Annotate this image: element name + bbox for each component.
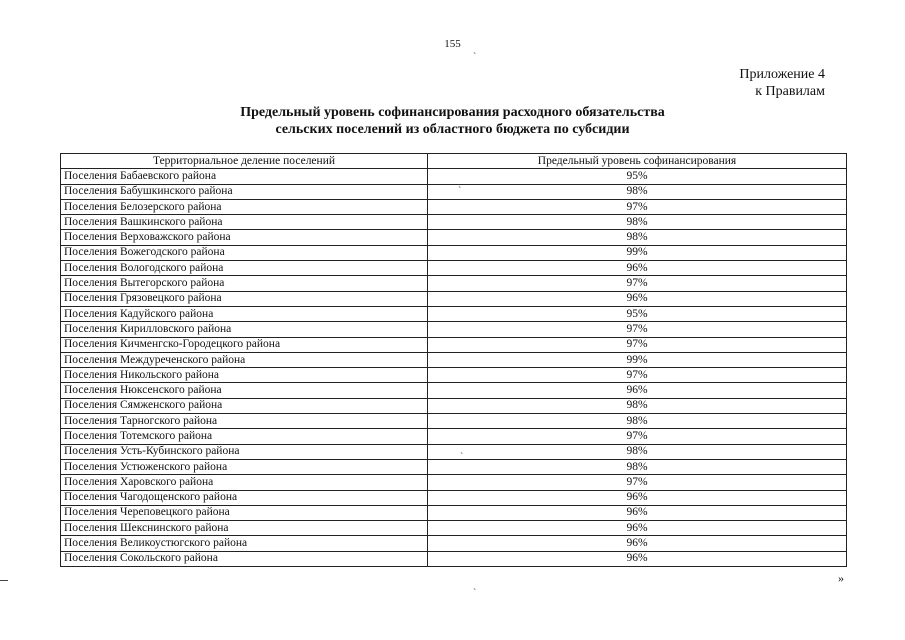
cofinancing-level-cell: 97%: [428, 199, 847, 214]
settlement-name-cell: Поселения Бабаевского района: [61, 169, 428, 184]
table-row: [61, 261, 847, 276]
settlement-name-cell: Поселения Сокольского района: [61, 551, 428, 566]
cofinancing-level-cell: 97%: [428, 337, 847, 352]
column-header-territory: Территориальное деление поселений: [61, 154, 428, 169]
settlement-name-cell: Поселения Вожегодского района: [61, 245, 428, 260]
cofinancing-level-cell: 95%: [428, 169, 847, 184]
table-row: [61, 551, 847, 566]
cofinancing-table: [60, 153, 847, 567]
settlement-name-cell: Поселения Тотемского района: [61, 429, 428, 444]
table-row: [61, 184, 847, 199]
cofinancing-level-cell: 97%: [428, 322, 847, 337]
table-row: [61, 505, 847, 520]
cofinancing-level-cell: 96%: [428, 261, 847, 276]
cofinancing-level-cell: 98%: [428, 215, 847, 230]
table-row: [61, 322, 847, 337]
settlement-name-cell: Поселения Никольского района: [61, 368, 428, 383]
settlement-name-cell: Поселения Харовского района: [61, 475, 428, 490]
table-row: [61, 414, 847, 429]
settlement-name-cell: Поселения Тарногского района: [61, 414, 428, 429]
table-row: [61, 383, 847, 398]
table-row: [61, 352, 847, 367]
appendix-number: Приложение 4: [739, 67, 825, 82]
page-number: 155: [444, 38, 461, 50]
cofinancing-level-cell: 98%: [428, 184, 847, 199]
settlement-name-cell: Поселения Сямженского района: [61, 398, 428, 413]
table-body: [61, 169, 847, 567]
settlement-name-cell: Поселения Кадуйского района: [61, 306, 428, 321]
table-row: [61, 475, 847, 490]
appendix-label: [739, 66, 825, 100]
settlement-name-cell: Поселения Верховажского района: [61, 230, 428, 245]
scan-speck: `: [460, 452, 464, 463]
cofinancing-level-cell: 99%: [428, 352, 847, 367]
settlement-name-cell: Поселения Грязовецкого района: [61, 291, 428, 306]
cofinancing-level-cell: 98%: [428, 230, 847, 245]
settlement-name-cell: Поселения Череповецкого района: [61, 505, 428, 520]
column-header-level: Предельный уровень софинансирования: [428, 154, 847, 169]
settlement-name-cell: Поселения Шекснинского района: [61, 521, 428, 536]
margin-dash: [0, 580, 8, 581]
title-line-2: сельских поселений из областного бюджета по субсидии: [275, 122, 630, 137]
cofinancing-level-cell: 98%: [428, 398, 847, 413]
cofinancing-level-cell: 96%: [428, 505, 847, 520]
appendix-reference: к Правилам: [755, 84, 825, 99]
settlement-name-cell: Поселения Вытегорского района: [61, 276, 428, 291]
table-row: [61, 536, 847, 551]
title-line-1: Предельный уровень софинансирования расходного обязательства: [240, 105, 665, 120]
cofinancing-level-cell: 96%: [428, 490, 847, 505]
table-row: [61, 429, 847, 444]
table-row: [61, 169, 847, 184]
table-row: [61, 521, 847, 536]
table-row: [61, 398, 847, 413]
table-row: [61, 368, 847, 383]
table-row: [61, 245, 847, 260]
settlement-name-cell: Поселения Белозерского района: [61, 199, 428, 214]
settlement-name-cell: Поселения Чагодощенского района: [61, 490, 428, 505]
settlement-name-cell: Поселения Нюксенского района: [61, 383, 428, 398]
cofinancing-level-cell: 97%: [428, 429, 847, 444]
cofinancing-level-cell: 97%: [428, 368, 847, 383]
scan-speck: `: [473, 52, 477, 63]
settlement-name-cell: Поселения Кирилловского района: [61, 322, 428, 337]
cofinancing-level-cell: 95%: [428, 306, 847, 321]
table-row: [61, 444, 847, 459]
cofinancing-level-cell: 96%: [428, 536, 847, 551]
table-header-row: [61, 154, 847, 169]
table-row: [61, 230, 847, 245]
cofinancing-level-cell: 98%: [428, 459, 847, 474]
table-row: [61, 291, 847, 306]
table-row: [61, 199, 847, 214]
settlement-name-cell: Поселения Бабушкинского района: [61, 184, 428, 199]
table-row: [61, 490, 847, 505]
scan-speck: `: [458, 186, 462, 197]
document-title: [0, 104, 905, 138]
cofinancing-level-cell: 96%: [428, 521, 847, 536]
table-row: [61, 276, 847, 291]
cofinancing-level-cell: 98%: [428, 414, 847, 429]
settlement-name-cell: Поселения Междуреченского района: [61, 352, 428, 367]
settlement-name-cell: Поселения Кичменгско-Городецкого района: [61, 337, 428, 352]
scan-speck: `: [473, 588, 477, 599]
settlement-name-cell: Поселения Великоустюгского района: [61, 536, 428, 551]
settlement-name-cell: Поселения Вологодского района: [61, 261, 428, 276]
table-row: [61, 306, 847, 321]
settlement-name-cell: Поселения Усть-Кубинского района: [61, 444, 428, 459]
cofinancing-level-cell: 97%: [428, 276, 847, 291]
cofinancing-level-cell: 97%: [428, 475, 847, 490]
table-row: [61, 459, 847, 474]
cofinancing-level-cell: 96%: [428, 551, 847, 566]
settlement-name-cell: Поселения Устюженского района: [61, 459, 428, 474]
settlement-name-cell: Поселения Вашкинского района: [61, 215, 428, 230]
table-row: [61, 337, 847, 352]
cofinancing-level-cell: 96%: [428, 383, 847, 398]
cofinancing-level-cell: 99%: [428, 245, 847, 260]
closing-quote-mark: »: [838, 571, 844, 585]
cofinancing-level-cell: 98%: [428, 444, 847, 459]
table-row: [61, 215, 847, 230]
cofinancing-level-cell: 96%: [428, 291, 847, 306]
